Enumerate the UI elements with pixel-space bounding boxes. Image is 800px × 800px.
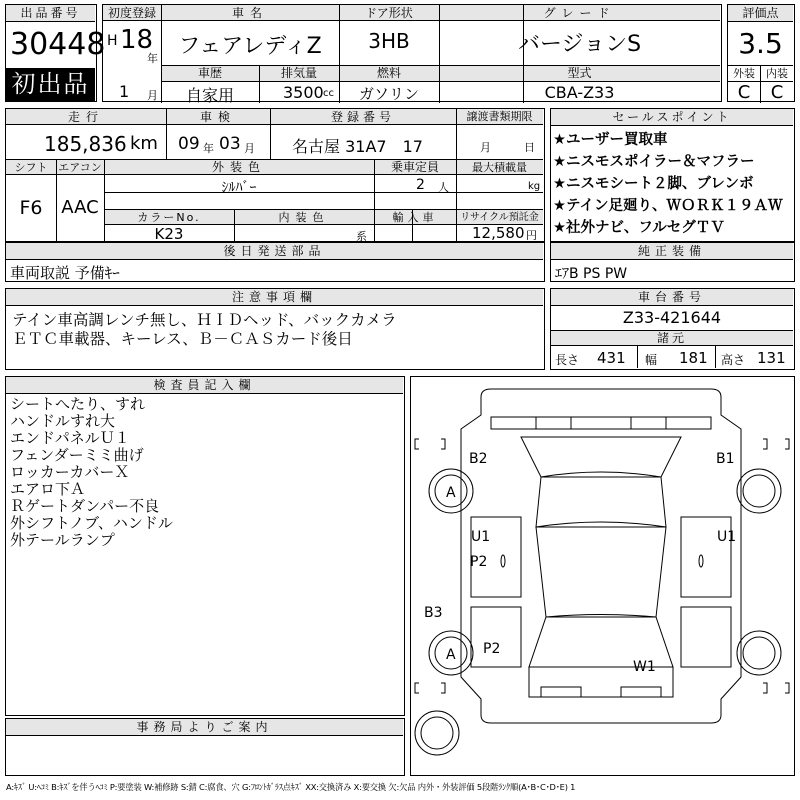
first-listing-badge: 初出品 — [6, 68, 95, 101]
damage-mark-a-front: A — [446, 485, 456, 501]
door-label: ドア形状 — [365, 6, 413, 20]
ac-label: エアコン — [58, 161, 102, 174]
inspector-line: ハンドルすれ大 — [10, 412, 116, 430]
len: 431 — [597, 349, 626, 367]
ext-label: 外装 — [733, 67, 755, 80]
office-label: 事務局よりご案内 — [6, 719, 403, 736]
era: H — [107, 33, 118, 49]
inspector-line: フェンダーミミ曲げ — [10, 446, 144, 464]
plate: 名古屋 31A7 17 — [292, 137, 423, 156]
reg-month-unit: 月 — [147, 89, 158, 102]
reg-year-unit: 年 — [147, 52, 158, 65]
history: 自家用 — [185, 86, 234, 105]
height: 131 — [757, 349, 786, 367]
car-name: フェアレディZ — [178, 34, 322, 59]
grade: バージョンS — [517, 32, 642, 57]
sales-item: ★ユーザー買取車 — [553, 132, 668, 148]
insp-year: 09 — [178, 134, 200, 154]
ext-score: C — [737, 82, 751, 103]
exterior-color-label: 外装色 — [211, 160, 266, 174]
notes-box — [5, 288, 545, 370]
lot-number: 30448 — [10, 27, 106, 62]
sales-points — [550, 108, 795, 242]
inspector-box — [5, 376, 405, 716]
mileage-unit: km — [130, 133, 158, 154]
int-score: C — [770, 82, 784, 103]
mileage: 185,836 — [44, 132, 127, 156]
displacement-unit: cc — [323, 88, 334, 99]
insp-month: 03 — [219, 134, 241, 154]
sales-item: ★ニスモシート２脚、ブレンボ — [553, 176, 754, 192]
damage-mark-p2-rear: P2 — [483, 641, 501, 657]
insp-month-unit: 月 — [244, 142, 255, 155]
car-name-label: 車名 — [231, 6, 268, 20]
chassis-label: 車台番号 — [551, 289, 793, 306]
legend: A:ｷｽﾞ U:ﾍｺﾐ B:ｷｽﾞを伴うﾍｺﾐ P:要塗装 W:補修跡 S:錆 C:腐食、穴 G:ﾌﾛﾝﾄｶﾞﾗｽ点ｷｽﾞ XX:交換済み X:要交換 欠:欠品 内外・外装評価 5段階ﾗﾝｸ順(A･B･C･D･E) 1 — [6, 782, 576, 792]
parts-box — [5, 242, 545, 282]
damage-mark-u1-right: U1 — [717, 529, 737, 545]
displacement-label: 排気量 — [280, 66, 317, 80]
score: 3.5 — [738, 27, 783, 60]
damage-mark-w1: W1 — [633, 659, 656, 675]
inspector-line: エンドパネルＵ１ — [10, 429, 130, 447]
damage-mark-b3: B3 — [424, 605, 443, 621]
plate-label: 登録番号 — [330, 110, 395, 124]
capacity-label: 乗車定員 — [390, 160, 439, 174]
inspector-line: シートへたり、すれ — [10, 395, 146, 413]
lot-label: 出品番号 — [6, 5, 95, 22]
color-no-label: カラーNo. — [137, 211, 201, 224]
model: CBA-Z33 — [544, 83, 615, 102]
sales-item: ★社外ナビ、フルセグＴＶ — [553, 220, 725, 236]
grade-label: グレード — [543, 6, 616, 20]
damage-diagram — [410, 376, 795, 776]
exterior-color: ｼﾙﾊﾞｰ — [221, 180, 257, 196]
damage-mark-a-rear: A — [446, 647, 456, 663]
details-grid — [5, 108, 545, 242]
inspector-line: 外シフトノブ、ハンドル — [10, 514, 173, 532]
inspector-line: エアロ下Ａ — [10, 480, 86, 498]
damage-mark-b1: B1 — [716, 451, 735, 467]
model-label: 型式 — [567, 66, 592, 80]
sales-label: セールスポイント — [551, 109, 793, 126]
first-reg-label: 初度登録 — [107, 6, 156, 20]
damage-mark-p2-door: P2 — [470, 554, 488, 570]
transfer-day-unit: 日 — [524, 141, 535, 154]
chassis-box — [550, 288, 795, 370]
insp-year-unit: 年 — [203, 142, 214, 155]
notes-line: テイン車高調レンチ無し、ＨＩＤヘッド、バックカメラ — [12, 311, 397, 329]
shift: F6 — [19, 197, 43, 219]
ac: AAC — [61, 197, 99, 218]
header-grid — [102, 4, 722, 105]
parts-label: 後日発送部品 — [6, 243, 543, 260]
recycle-label: リサイクル預託金 — [460, 212, 539, 223]
door: 3HB — [368, 29, 410, 53]
import-label: 輸入車 — [392, 211, 438, 224]
int-label: 内装 — [766, 67, 788, 80]
mileage-label: 走行 — [67, 110, 104, 124]
equipment-label: 純正装備 — [551, 243, 793, 260]
fuel: ガソリン — [358, 85, 419, 103]
interior-unit: 系 — [356, 230, 367, 243]
inspection-label: 車検 — [199, 110, 236, 124]
inspector-line: 外テールランプ — [10, 531, 115, 549]
width-label: 幅 — [645, 353, 658, 367]
load-label: 最大積載量 — [472, 161, 527, 174]
history-label: 車歴 — [197, 66, 222, 80]
shift-label: シフト — [14, 161, 48, 174]
lot-box — [5, 4, 106, 102]
parts-text: 車両取説 予備ｷｰ — [10, 264, 120, 282]
recycle-unit: 円 — [526, 229, 537, 242]
interior-color-label: 内装色 — [278, 211, 330, 224]
sales-item: ★ニスモスポイラー＆マフラー — [553, 154, 755, 170]
load-unit: kg — [528, 181, 541, 192]
transfer-month-unit: 月 — [480, 141, 491, 154]
reg-month: 1 — [119, 82, 130, 101]
equipment-text: ｴｱB PS PW — [555, 266, 628, 282]
transfer-label: 譲渡書類期限 — [466, 110, 533, 123]
reg-year: 18 — [120, 25, 154, 55]
displacement: 3500 — [283, 83, 324, 102]
damage-mark-u1-left: U1 — [471, 529, 491, 545]
len-label: 長さ — [555, 353, 580, 367]
sales-item: ★テイン足廻り、ＷＯＲＫ１９ＡＷ — [553, 198, 783, 214]
inspector-label: 検査員記入欄 — [6, 377, 403, 394]
equipment-box — [550, 242, 795, 282]
score-box — [727, 4, 795, 102]
damage-mark-b2: B2 — [469, 451, 488, 467]
inspector-line: ロッカーカバーＸ — [10, 463, 130, 481]
car-outline — [411, 377, 793, 774]
score-label: 評価点 — [728, 5, 793, 22]
recycle: 12,580 — [472, 224, 525, 242]
fuel-label: 燃料 — [376, 66, 401, 80]
color-no: K23 — [154, 225, 184, 243]
height-label: 高さ — [721, 353, 746, 367]
width: 181 — [679, 349, 708, 367]
chassis-number: Z33-421644 — [622, 308, 722, 327]
capacity: 2 — [416, 177, 425, 193]
notes-line: ＥＴＣ車載器、キーレス、Ｂ－ＣＡＳカード後日 — [12, 330, 353, 348]
dims-label: 諸元 — [551, 331, 793, 346]
capacity-unit: 人 — [438, 181, 449, 194]
office-box — [5, 718, 405, 776]
inspector-line: Ｒゲートダンパー不良 — [10, 497, 160, 515]
notes-label: 注意事項欄 — [6, 289, 543, 306]
